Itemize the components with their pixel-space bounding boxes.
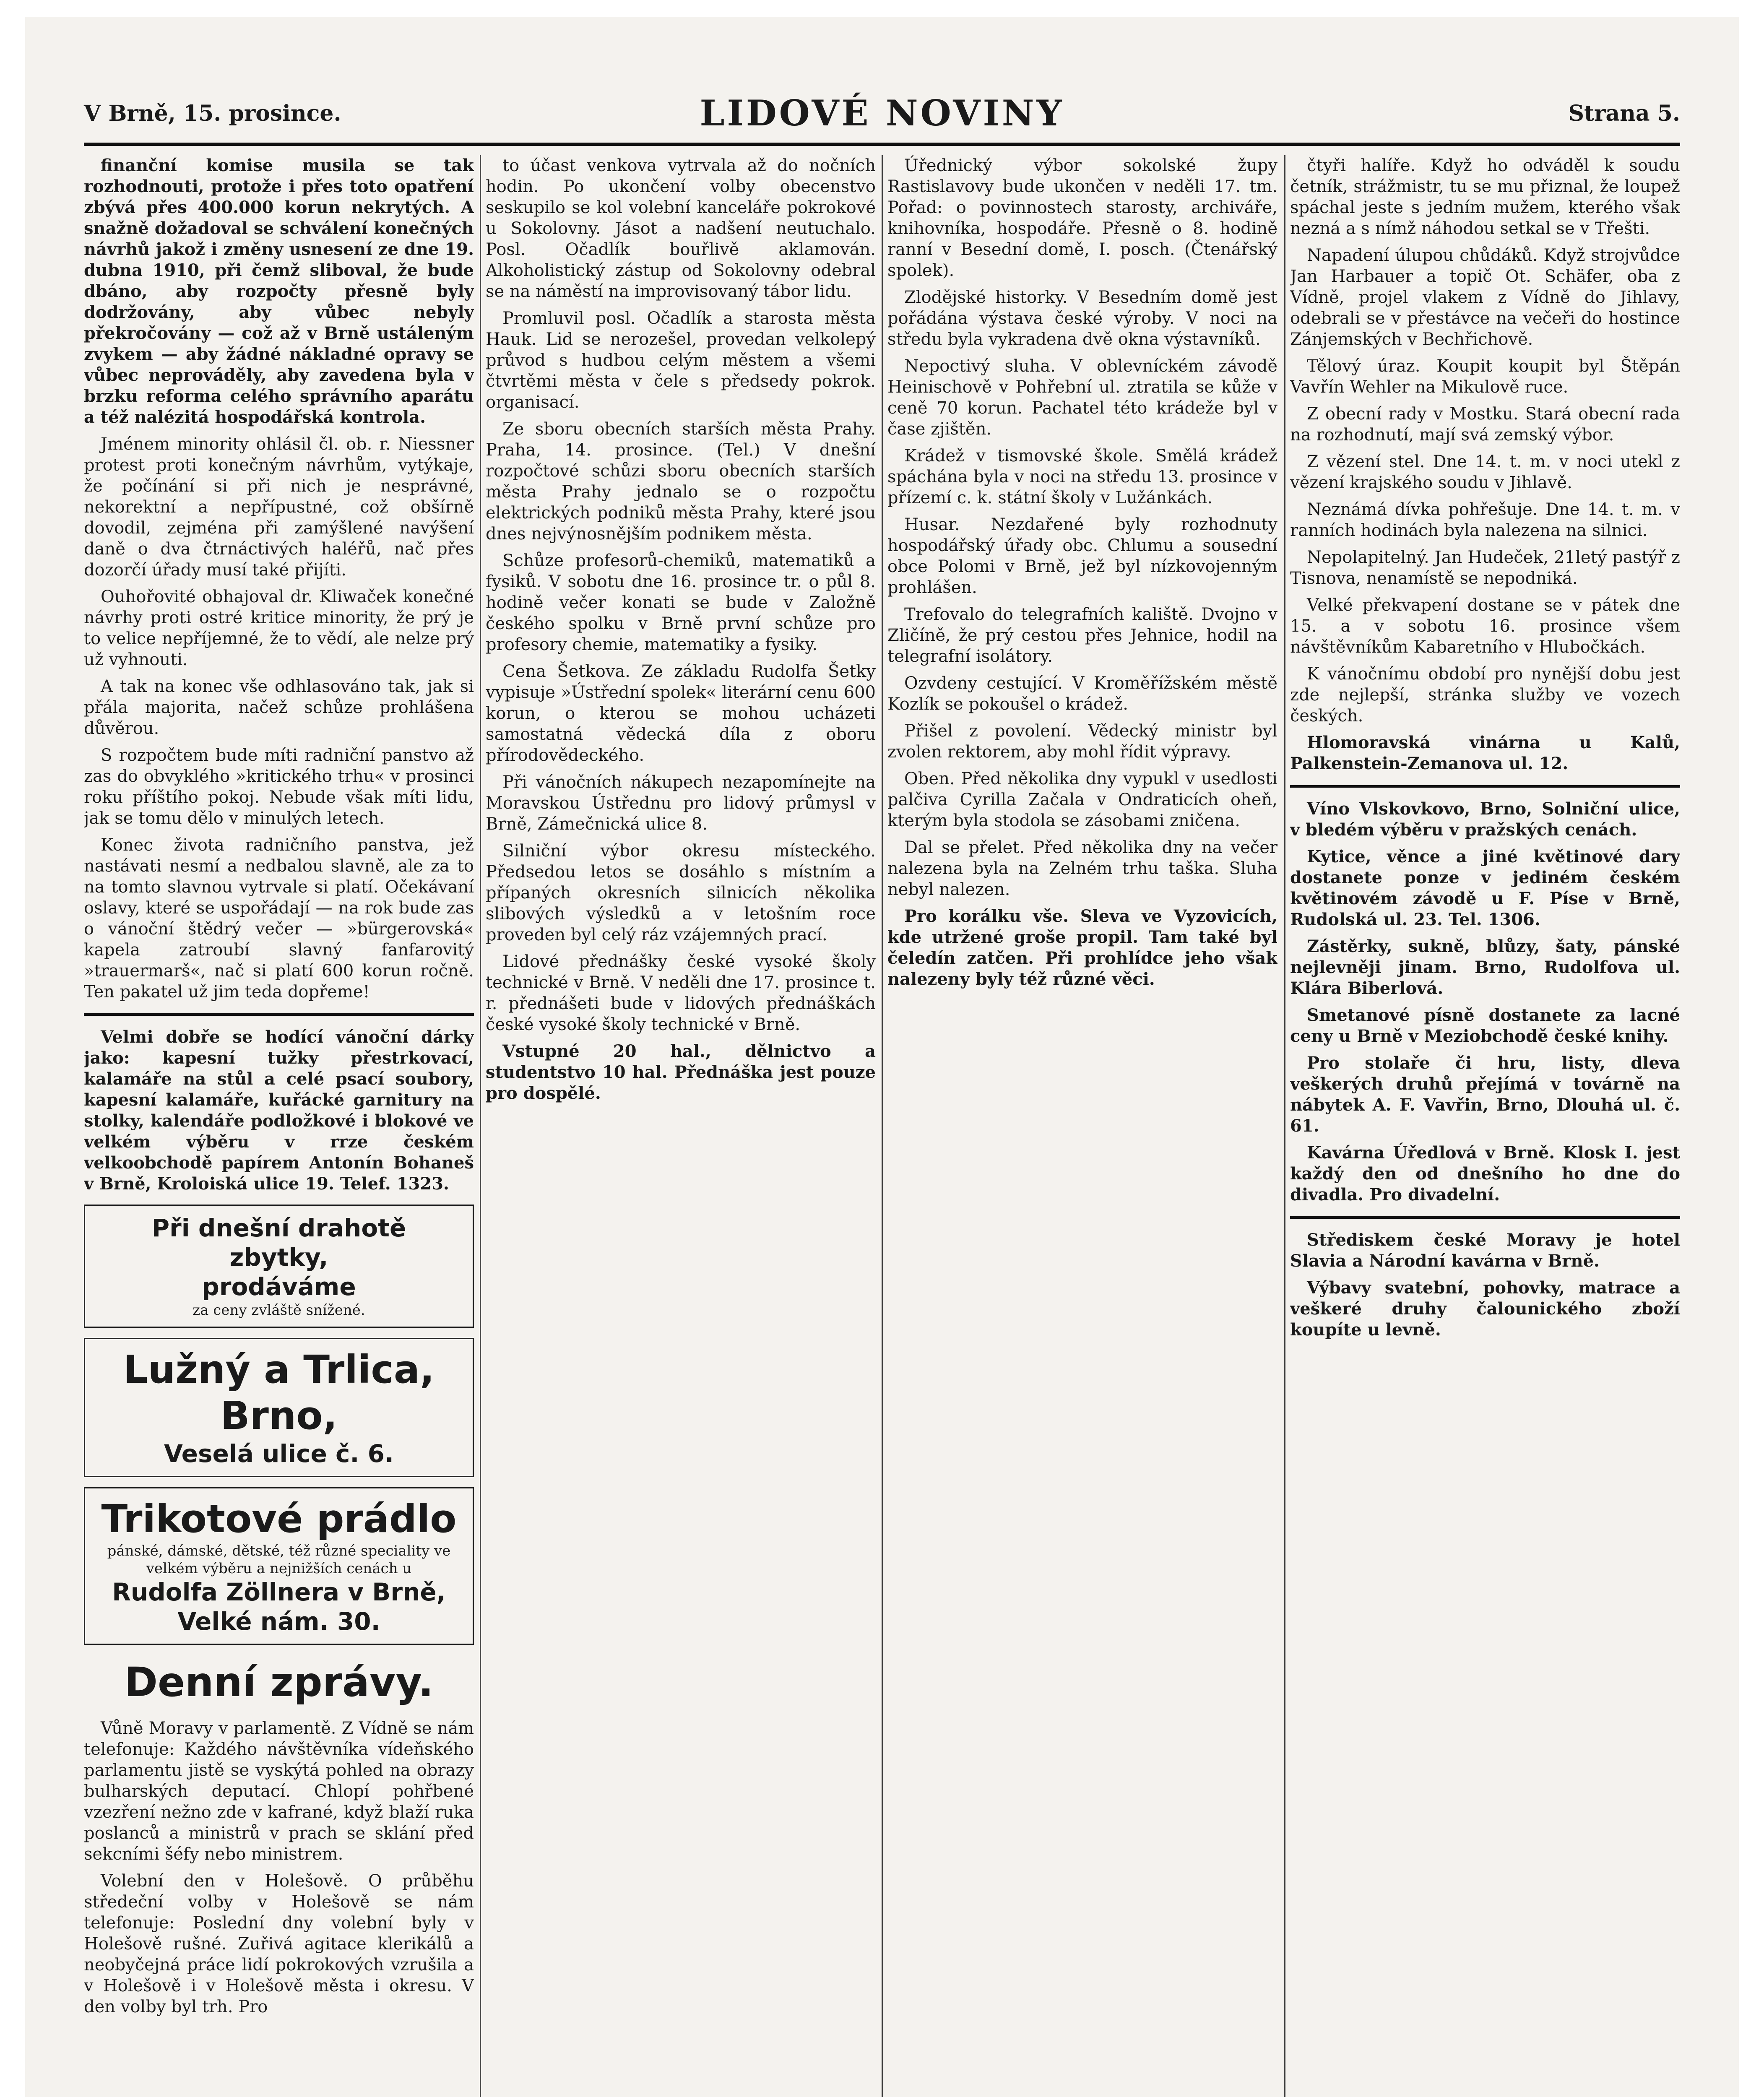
header-dateline: V Brně, 15. prosince. <box>84 101 341 126</box>
ad-firm-name: Lužný a Trlica, Brno, <box>123 1347 434 1438</box>
article-paragraph: Jménem minority ohlásil čl. ob. r. Niessner protest proti konečným návrhům, vytýkaje, že počínání si při nich je nesprávné, nekorektní a nepřípustné, což obšírně dovodil, zejména při zamýšlené navýšení daně o dva čtrnáctivých haléřů, nač přes dozorčí úřady musí také přijíti. <box>84 434 474 580</box>
ad-line: prodáváme <box>202 1272 356 1301</box>
article-paragraph: Při vánočních nákupech nezapomínejte na Moravskou Ústřednu pro lidový průmysl v Brně, Zámečnická ulice 8. <box>486 773 876 834</box>
newspaper-page <box>25 17 1739 2097</box>
column-separator <box>480 155 481 2097</box>
article-paragraph: Konec života radničního panstva, jež nastávati nesmí a nedbalou slavně, ale za to na tomto slavnou vytrvale si platí. Očekávaní oslavy, které se uspořádají — na rok bude zas o vánoční štědrý večer — »bürgerovská« kapela zatroubí slavný fanfarovitý »trauermarš«, nač si platí 600 korun ročně. Ten pakatel už jim teda dopřeme! <box>84 835 474 1002</box>
advertisement-text: Zástěrky, sukně, blůzy, šaty, pánské nejlevněji jinam. Brno, Rudolfova ul. Klára Biberlová. <box>1290 937 1680 998</box>
article-paragraph: Ze sboru obecních starších města Prahy. Praha, 14. prosince. (Tel.) V dnešní rozpočtové schůzi sboru obecních starších města Prahy jednalo se o rozpočtu elektrických podniků města Prahy, které jsou dnes nejvýnosnějším podnikem města. <box>486 419 876 544</box>
article-paragraph: K vánočnímu období pro nynější dobu jest zde nejlepší, stránka služby ve vozech českých. <box>1290 664 1680 726</box>
ad-title: Trikotové prádlo <box>101 1496 457 1541</box>
article-paragraph: Trefovalo do telegrafních kaliště. Dvojno v Zličíně, že prý cestou přes Jehnice, hodil na telegrafní isolátory. <box>887 605 1277 666</box>
article-paragraph: Neznámá dívka pohřešuje. Dne 14. t. m. v ranních hodinách byla nalezena na silnici. <box>1290 500 1680 540</box>
ad-line: za ceny zvláště snížené. <box>193 1302 365 1319</box>
article-paragraph: Krádež v tismovské škole. Smělá krádež spáchána byla v noci na středu 13. prosince v přízemí c. k. státní školy v Lužánkách. <box>887 446 1277 507</box>
advertisement-text: Střediskem české Moravy je hotel Slavia a Národní kavárna v Brně. <box>1290 1230 1680 1271</box>
ad-text: pánské, dámské, dětské, též různé speciality ve velkém výběru a nejnižších cenách u <box>107 1543 451 1577</box>
article-paragraph: Husar. Nezdařené byly rozhodnuty hospodářský úřady obc. Chlumu a sousední obce Polomi v Brně, jež byl nízkovojenným prohlášen. <box>887 515 1277 597</box>
column-4 <box>1290 155 1680 2097</box>
article-paragraph: Přišel z povolení. Vědecký ministr byl zvolen rektorem, aby mohl řídit výpravy. <box>887 721 1277 762</box>
article-paragraph: Ouhořovité obhajoval dr. Kliwaček konečné návrhy proti ostré kritice minority, že prý je to velice nepříjemné, že to vědí, ale nelze prý už vyhnouti. <box>84 587 474 669</box>
column-separator <box>882 155 883 2097</box>
article-paragraph: S rozpočtem bude míti radniční panstvo až zas do obvyklého »kritického trhu« v prosinci roku příštího pokoj. Nebude však míti lidu, jak se tomu dělo v minulých letech. <box>84 746 474 828</box>
article-paragraph: to účast venkova vytrvala až do nočních hodin. Po ukončení volby obecenstvo seskupilo se kol volební kanceláře pokrokové u Sokolovny. Jásot a nadšení neutuchalo. Posl. Očadlík bouřlivě aklamován. Alkoholistický zástup od Sokolovny odebral se na náměstí na improvisovaný tábor lidu. <box>486 156 876 301</box>
article-paragraph: Lidové přednášky české vysoké školy technické v Brně. V neděli dne 17. prosince t. r. přednášeti bude v lidových přednáškách české vysoké školy technické v Brně. <box>486 952 876 1034</box>
columns <box>84 155 1680 2097</box>
article-paragraph: Promluvil posl. Očadlík a starosta města Hauk. Lid se nerozešel, provedan velkolepý průvod s hudbou celým městem a všemi čtvrtěmi města v čele s předsedy pokrok. organisací. <box>486 309 876 412</box>
advertisement-text: Víno Vlskovkovo, Brno, Solniční ulice, v bledém výběru v pražských cenách. <box>1290 799 1680 840</box>
article-paragraph: Schůze profesorů-chemiků, matematiků a fysiků. V sobotu dne 16. prosince tr. o půl 8. hodině večer konati se bude v Založně českého spolku v Brně první schůze pro profesory chemie, matematiky a fysiky. <box>486 551 876 654</box>
column-1 <box>84 155 474 2097</box>
advertisement-text: Hlomoravská vinárna u Kalů, Palkenstein-Zemanova ul. 12. <box>1290 733 1680 773</box>
advertisement-text: Kytice, věnce a jiné květinové dary dostanete ponze v jediném českém květinovém závodě u F. Píse v Brně, Rudolská ul. 23. Tel. 1306. <box>1290 847 1680 929</box>
article-paragraph: Úřednický výbor sokolské župy Rastislavovy bude ukončen v neděli 17. tm. Pořad: o povinnostech starosty, archiváře, knihovníka, hospodáře. Přesně o 8. hodině ranní v Besední domě, I. posch. (Čtenářský spolek). <box>887 156 1277 280</box>
article-paragraph: Nepoctivý sluha. V oblevníckém závodě Heinischově v Pohřební ul. ztratila se kůže v ceně 70 korun. Pachatel této krádeže byl v čase zjištěn. <box>887 356 1277 439</box>
article-paragraph: Pro korálku vše. Sleva ve Vyzovicích, kde utržené groše propil. Tam také byl čeledín zatčen. Při prohlídce jeho však nalezeny byly též různé věci. <box>887 906 1277 989</box>
article-paragraph: Napadení úlupou chůdáků. Když strojvůdce Jan Harbauer a topič Ot. Schäfer, oba z Vídně, projel vlakem z Vídně do Jihlavy, odebrali se v přestávce na večeři do hostince Zánjemských v Bechřichově. <box>1290 246 1680 349</box>
ad-address: Veselá ulice č. 6. <box>164 1439 394 1468</box>
advertisement-text: Velmi dobře se hodící vánoční dárky jako: kapesní tužky přestrkovací, kalamáře na stůl a celé psací soubory, kapesní kalamáře, kuřácké garnitury na stolky, kalendáře podložkové i blokové ve velkém výběru v rrze českém velkoobchodě papírem Antonín Bohaneš v Brně, Kroloiská ulice 19. Telef. 1323. <box>84 1027 474 1194</box>
ad-firm-name: Rudolfa Zöllnera v Brně, <box>112 1578 446 1606</box>
article-paragraph: Z obecní rady v Mostku. Stará obecní rada na rozhodnutí, mají svá zemský výbor. <box>1290 404 1680 445</box>
column-3 <box>887 155 1277 2097</box>
article-paragraph: finanční komise musila se tak rozhodnouti, protože i přes toto opatření zbývá přes 400.000 korun nekrytých. A snažně dožadoval se schválení konečných návrhů jakož i změny usnesení ze dne 19. dubna 1910, při čemž sliboval, že bude dbáno, aby rozpočty přesně byly dodržovány, aby vůbec nebyly překročovány — což až v Brně ustáleným zvykem — aby žádné nákladné opravy se vůbec neprováděly, aby zavedena byla v brzku reforma celého správního aparátu a též nalézitá hospodářská kontrola. <box>84 156 474 427</box>
article-paragraph: Vůně Moravy v parlamentě. Z Vídně se nám telefonuje: Každého návštěvníka vídeňského parlamentu jistě se vyskýtá pohled na obrazy bulharských deputací. Chlopí pohřbené vzezření nežno zde v kafrané, když blaží ruka poslanců a ministrů v prach se sklání před sekcními šéfy nebo ministrem. <box>84 1719 474 1864</box>
article-paragraph: Ozvdeny cestující. V Kroměřížském městě Kozlík se pokoušel o krádež. <box>887 674 1277 714</box>
article-paragraph: Tělový úraz. Koupit koupit byl Štěpán Vavřín Wehler na Mikulově ruce. <box>1290 356 1680 397</box>
divider <box>1290 1216 1680 1219</box>
article-paragraph: Velké překvapení dostane se v pátek dne 15. a v sobotu 16. prosince všem návštěvníkům Kabaretního v Hlubočkách. <box>1290 596 1680 657</box>
column-2 <box>486 155 876 2097</box>
ad-address: Velké nám. 30. <box>177 1607 380 1636</box>
article-paragraph: Zlodějské historky. V Besedním domě jest pořádána výstava české výroby. V noci na středu byla vykradena dvě okna výstavníků. <box>887 288 1277 349</box>
divider <box>84 1013 474 1016</box>
advertisement-text: Smetanové písně dostanete za lacné ceny u Brně v Meziobchodě české knihy. <box>1290 1005 1680 1046</box>
column-separator <box>1284 155 1285 2097</box>
article-paragraph: Volební den v Holešově. O průběhu středeční volby v Holešově se nám telefonuje: Poslední dny volební byly v Holešově rušné. Zuřivá agitace klerikálů a neobyčejná práce lidí pokrokových vzrušila a v Holešově i v Holešově města i okresu. V den volby byl trh. Pro <box>84 1871 474 2016</box>
advertisement-text: Pro stolaře či hru, listy, dleva veškerých druhů přejímá v továrně na nábytek A. F. Vavřin, Brno, Dlouhá ul. č. 61. <box>1290 1053 1680 1136</box>
page-header <box>25 88 1739 138</box>
article-paragraph: čtyři halíře. Když ho odváděl k soudu četník, strážmistr, tu se mu přiznal, že loupež spáchal jeste s jedním mužem, kterého však nezná a s nímž náhodou setkal se v Třešti. <box>1290 156 1680 238</box>
advertisement-text: Výbavy svatební, pohovky, matrace a veškeré druhy čalounického zboží koupíte u levně. <box>1290 1278 1680 1340</box>
advertisement-text: Kavárna Úředlová v Brně. Klosk I. jest každý den od dnešního ho dne do divadla. Pro divadelní. <box>1290 1143 1680 1205</box>
section-heading: Denní zprávy. <box>124 1659 434 1706</box>
header-rule <box>84 143 1680 146</box>
article-paragraph: Dal se přelet. Před několika dny na večer nalezena byla na Zelném trhu taška. Sluha nebyl nalezen. <box>887 838 1277 899</box>
page-number: Strana 5. <box>1568 101 1680 126</box>
advertisement-box <box>84 1338 474 1477</box>
article-paragraph: Oben. Před několika dny vypukl v usedlosti palčiva Cyrilla Začala v Ondraticích oheň, kterým byla stodola se zásobami zničena. <box>887 769 1277 830</box>
ad-line: zbytky, <box>229 1243 328 1272</box>
advertisement-box <box>84 1205 474 1328</box>
article-paragraph: Vstupné 20 hal., dělnictvo a studentstvo 10 hal. Přednáška jest pouze pro dospělé. <box>486 1041 876 1103</box>
ad-title: Při dnešní drahotě <box>151 1214 406 1242</box>
advertisement-box <box>84 1487 474 1645</box>
divider <box>1290 785 1680 788</box>
article-paragraph: Z vězení stel. Dne 14. t. m. v noci utekl z vězení krajského soudu v Jihlavě. <box>1290 452 1680 492</box>
article-paragraph: Cena Šetkova. Ze základu Rudolfa Šetky vypisuje »Ústřední spolek« literární cenu 600 korun, o kterou se mohou ucházeti samostatná vědecká díla z oboru přírodovědeckého. <box>486 662 876 765</box>
article-paragraph: Silniční výbor okresu místeckého. Předsedou letos se dosáhlo s místním a přípaných okresních silnicích několika slibových výsledků a v letošním roce proveden byl celý ráz vzájemných prací. <box>486 841 876 944</box>
masthead-title: LIDOVÉ NOVINY <box>700 92 1064 134</box>
article-paragraph: Nepolapitelný. Jan Hudeček, 21letý pastýř z Tisnova, nenamístě se nepodniká. <box>1290 548 1680 588</box>
article-paragraph: A tak na konec vše odhlasováno tak, jak si přála majorita, načež schůze prohlášena důvěrou. <box>84 677 474 738</box>
